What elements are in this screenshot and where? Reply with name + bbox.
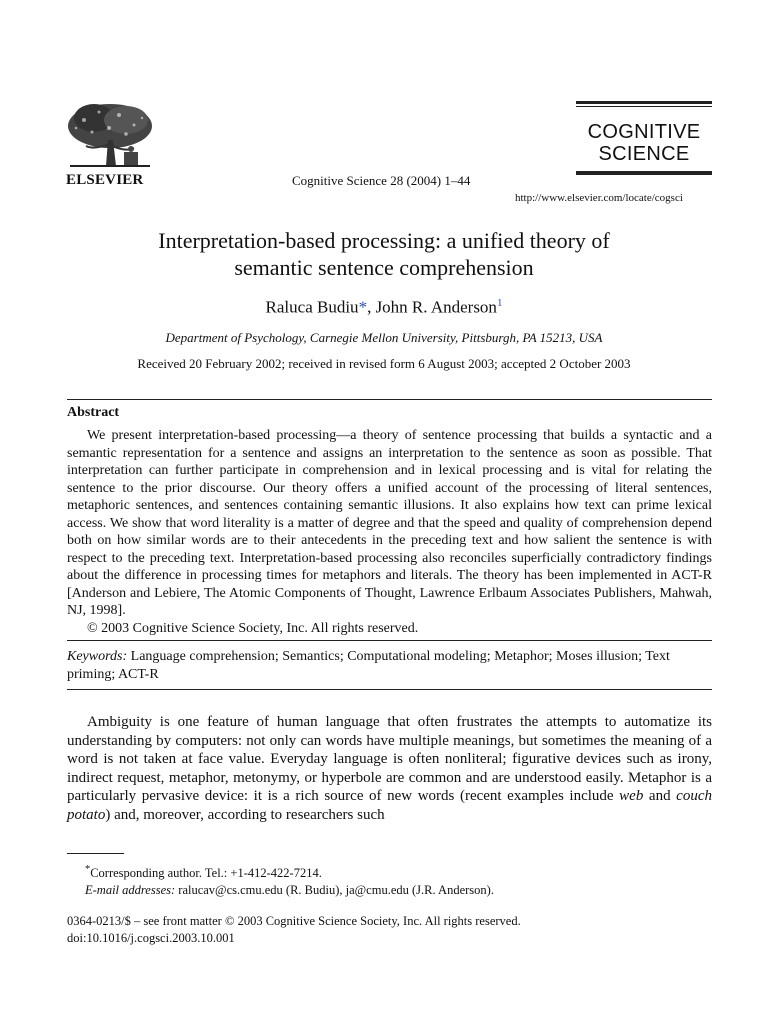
body-and: and (643, 788, 677, 804)
body-part-1: Ambiguity is one feature of human language that often frustrates the attempts to automatize its understanding by computers: not only can words have multiple meanings, but sometimes the meaning of a word is not taken at face value. Everyday language is often nonliteral; figurative devices such as irony, indirect request, metaphor, metonymy, or hyperbole are common and are understood easily. Metaphor is a particularly pervasive device: it is a rich source of new words (recent examples include (67, 714, 712, 804)
footnote-corresponding-text: Corresponding author. Tel.: +1-412-422-7214. (90, 866, 322, 881)
journal-name-line1: COGNITIVE (587, 121, 701, 143)
article-title (60, 227, 708, 281)
author-separator: , (367, 297, 376, 317)
body-paragraph (67, 713, 712, 824)
author-footnote-mark[interactable]: 1 (496, 297, 503, 309)
logo-rule-top (576, 101, 712, 104)
journal-url-link[interactable]: http://www.elsevier.com/locate/cogsci (515, 192, 683, 204)
front-matter (67, 913, 521, 947)
journal-name (576, 121, 712, 165)
footnote-corresponding (85, 861, 494, 882)
journal-citation: Cognitive Science 28 (2004) 1–44 (292, 173, 471, 188)
divider-keywords (67, 689, 712, 690)
journal-logo (576, 101, 712, 175)
example-couch-potato: couch potato (67, 788, 712, 823)
elsevier-tree-logo (64, 100, 156, 170)
example-web: web (619, 788, 644, 804)
abstract-text: We present interpretation-based processing—a theory of sentence processing that builds a syntactic and a semantic representation for a sentence and assigns an interpretation to the sentence as soon as possible. That interpretation can further participate in comprehension and in lexical processing and is vital for relating the sentence to the prior discourse. Our theory offers a unified account of the processing of literal sentences, metaphoric sentences, and sentences containing semantic illusions. It also explains how text can prime lexical access. We show that word literality is a matter of degree and that the speed and quality of comprehension depend both on how similar words are to their antecedents in the preceding text and how salient the sentence is with respect to the preceding text. Interpretation-based processing also reconciles superficially contradictory findings about the difference in processing times for metaphors and literals. The theory has been implemented in ACT-R [Anderson and Lebiere, The Atomic Components of Thought, Lawrence Erlbaum Associates Publishers, Mahwah, NJ, 1998]. (67, 428, 712, 618)
footnote-mark: * (85, 864, 91, 875)
issn-line: 0364-0213/$ – see front matter © 2003 Cognitive Science Society, Inc. All rights reserved. (67, 914, 521, 928)
email-text: ralucav@cs.cmu.edu (R. Budiu), ja@cmu.edu (J.R. Anderson). (178, 883, 494, 898)
title-line-1: Interpretation-based processing: a unified theory of (158, 228, 610, 253)
body-part-2: ) and, moreover, according to researchers such (105, 806, 385, 823)
footnote-emails (85, 882, 494, 899)
author-list (60, 297, 708, 318)
journal-name-line2: SCIENCE (598, 143, 690, 165)
keywords-label: Keywords: (67, 649, 128, 664)
title-line-2: semantic sentence comprehension (234, 255, 534, 280)
publisher-name: ELSEVIER (66, 172, 144, 188)
affiliation: Department of Psychology, Carnegie Mellon University, Pittsburgh, PA 15213, USA (165, 330, 603, 345)
logo-rule-bottom (576, 171, 712, 175)
abstract-copyright: © 2003 Cognitive Science Society, Inc. All rights reserved. (87, 620, 419, 636)
divider-abstract (67, 640, 712, 641)
email-label: E-mail addresses: (85, 883, 176, 898)
logo-rule-top-thin (576, 106, 712, 107)
article-history: Received 20 February 2002; received in revised form 6 August 2003; accepted 2 October 2003 (137, 356, 631, 371)
author-budiu: Raluca Budiu (265, 297, 359, 317)
corresponding-author-mark[interactable]: * (358, 297, 368, 317)
doi-link[interactable]: doi:10.1016/j.cogsci.2003.10.001 (67, 931, 235, 945)
divider-top (67, 399, 712, 400)
footnote-rule (67, 853, 124, 854)
abstract-heading: Abstract (67, 405, 120, 420)
footnotes (85, 861, 494, 899)
keywords (67, 648, 712, 684)
author-anderson: John R. Anderson (375, 297, 497, 317)
abstract-body (67, 427, 712, 637)
keywords-text: Language comprehension; Semantics; Computational modeling; Metaphor; Moses illusion; Text priming; ACT-R (67, 649, 670, 682)
